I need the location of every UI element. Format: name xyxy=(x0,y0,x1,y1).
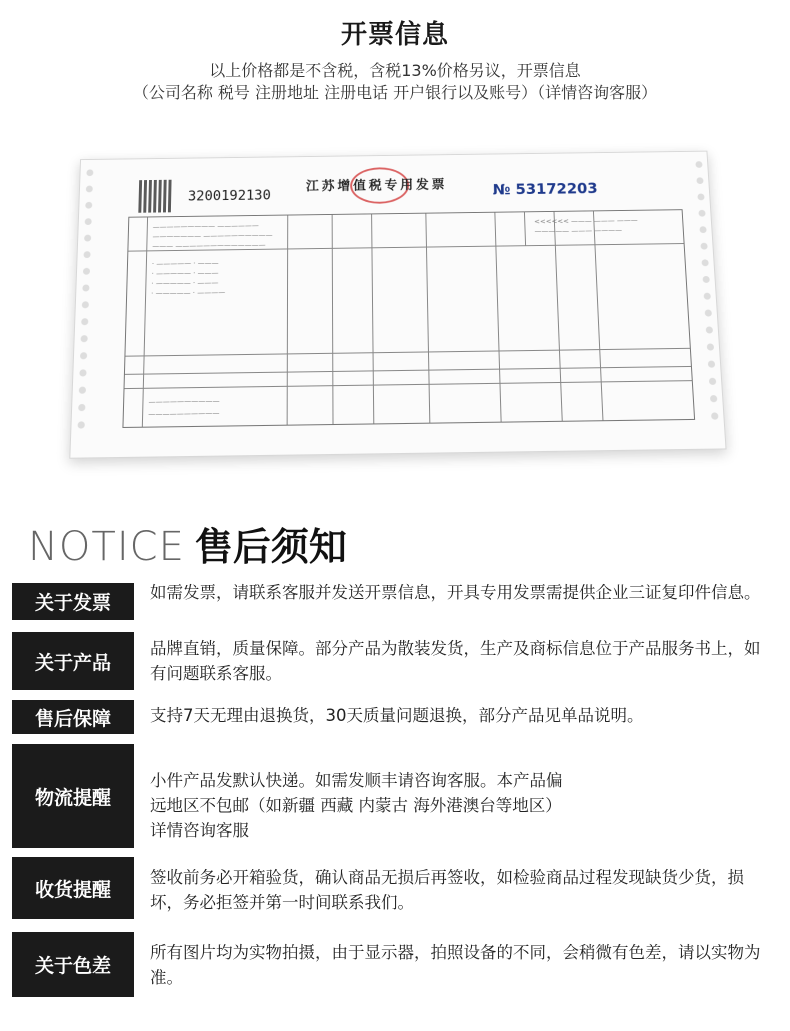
notice-text-line: 详情咨询客服 xyxy=(150,821,249,840)
notice-label: 关于色差 xyxy=(12,932,134,997)
notice-label: 物流提醒 xyxy=(12,744,134,848)
notice-text: 签收前务必开箱验货，确认商品无损后再签收，如检验商品过程发现缺货少货，损坏，务必拒签并第一时间联系我们。 xyxy=(150,868,744,912)
invoice-number: № 53172203 xyxy=(492,179,598,199)
notice-heading-cn: 售后须知 xyxy=(194,525,347,569)
notice-text-line: 远地区不包邮（如新疆 西藏 内蒙古 海外港澳台等地区） xyxy=(150,796,562,815)
notice-item-invoice xyxy=(12,580,778,620)
notice-label: 收货提醒 xyxy=(12,857,134,919)
notice-text: 支持7天无理由退换货，30天质量问题退换，部分产品见单品说明。 xyxy=(150,706,644,725)
notice-text-line: 小件产品发默认快递。如需发顺丰请咨询客服。本产品偏 xyxy=(150,771,563,790)
notice-label: 关于发票 xyxy=(12,583,134,620)
invoice-table: ————————— —————— ——————— —————————— ——— ————————————— <<<<<< ——— ——— ——— ————— ——— ———— · ————— · ——— · ————— · ——— · ————— · ——— · ————— · ———— —————————— —————————— xyxy=(122,209,695,428)
page-title: 开票信息 xyxy=(340,20,449,50)
notice-label: 关于产品 xyxy=(12,632,134,690)
invoice-code: 3200192130 xyxy=(187,187,271,205)
invoice-photo xyxy=(75,150,715,450)
notice-text: 品牌直销，质量保障。部分产品为散装发货，生产及商标信息位于产品服务书上，如有问题联系客服。 xyxy=(150,639,761,683)
invoice-heading: 江苏增值税专用发票 xyxy=(305,177,448,195)
notice-label: 售后保障 xyxy=(12,700,134,734)
notice-text: 所有图片均为实物拍摄，由于显示器，拍照设备的不同，会稍微有色差，请以实物为准。 xyxy=(150,943,761,987)
invoice-qr-code xyxy=(138,180,172,213)
notice-item-product xyxy=(12,632,778,692)
notice-item-color xyxy=(12,932,778,997)
notice-text xyxy=(150,768,770,843)
pricing-note: 以上价格都是不含税，含税13%价格另议，开票信息 xyxy=(209,61,581,80)
notice-item-receipt xyxy=(12,857,778,919)
notice-text: 如需发票，请联系客服并发送开票信息，开具专用发票需提供企业三证复印件信息。 xyxy=(150,583,761,602)
notice-heading xyxy=(28,516,347,571)
notice-item-after-sales xyxy=(12,700,778,734)
notice-item-logistics xyxy=(12,744,778,848)
invoice-info-note: （公司名称 税号 注册地址 注册电话 开户银行以及账号）（详情咨询客服） xyxy=(132,83,658,102)
notice-heading-en: NOTICE xyxy=(28,524,185,570)
